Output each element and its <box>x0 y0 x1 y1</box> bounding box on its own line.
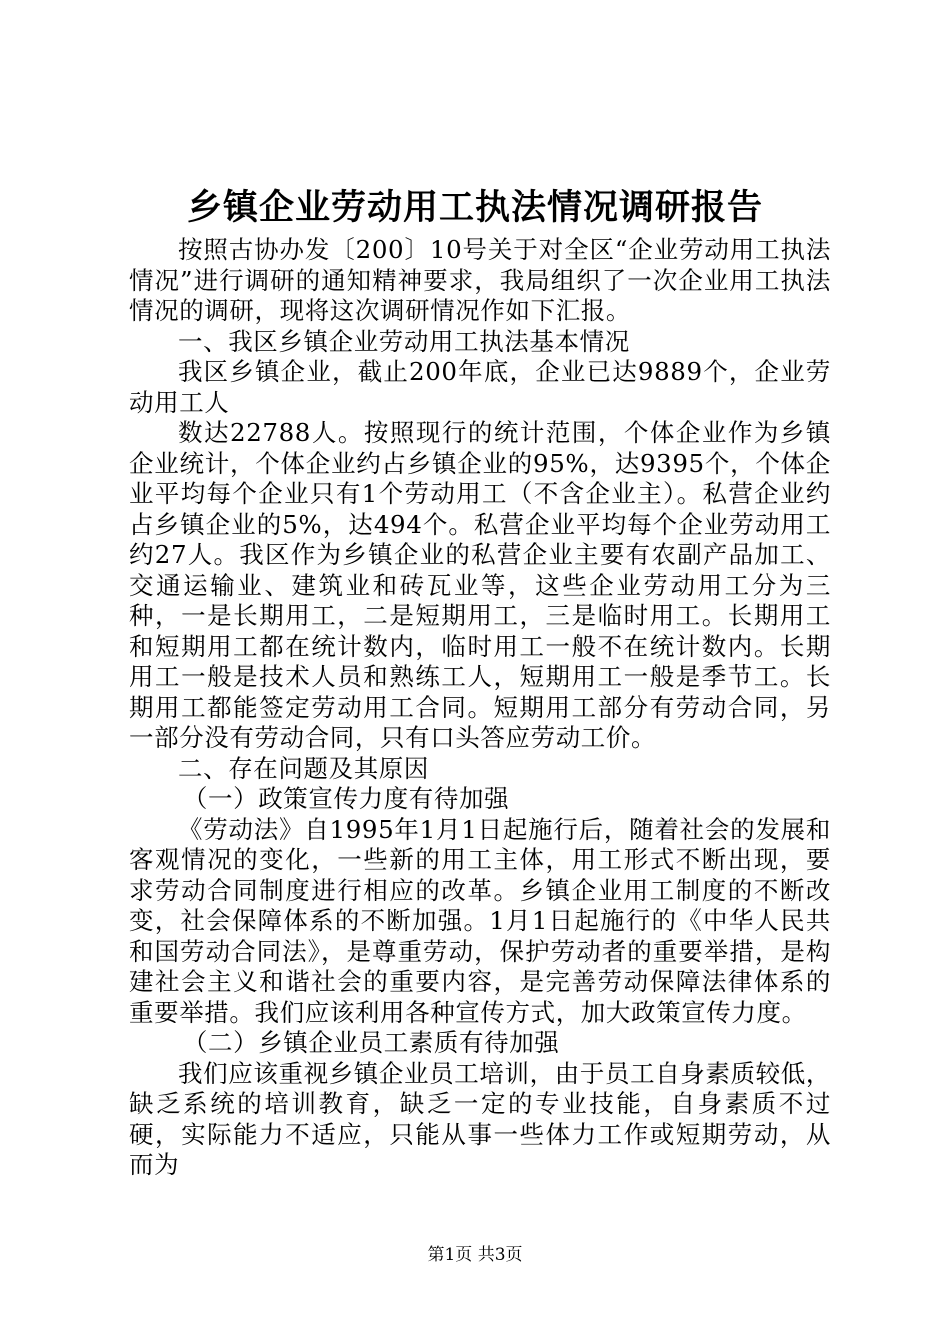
intro-paragraph: 按照古协办发〔200〕10号关于对全区“企业劳动用工执法情况”进行调研的通知精神要求，我局组织了一次企业用工执法情况的调研，现将这次调研情况作如下汇报。 <box>129 235 831 325</box>
body-paragraph: 我们应该重视乡镇企业员工培训，由于员工自身素质较低，缺乏系统的培训教育，缺乏一定的专业技能，自身素质不过硬，实际能力不适应，只能从事一些体力工作或短期劳动，从而为 <box>129 1058 831 1179</box>
document-body <box>129 235 831 1181</box>
body-paragraph: 《劳动法》自1995年1月1日起施行后，随着社会的发展和客观情况的变化，一些新的用工主体，用工形式不断出现，要求劳动合同制度进行相应的改革。乡镇企业用工制度的不断改变，社会保障体系的不断加强。1月1日起施行的《中华人民共和国劳动合同法》，是尊重劳动，保护劳动者的重要举措，是构建社会主义和谐社会的重要内容，是完善劳动保障法律体系的重要举措。我们应该利用各种宣传方式，加大政策宣传力度。 <box>129 814 831 1027</box>
section-heading-1: 一、我区乡镇企业劳动用工执法基本情况 <box>178 326 630 356</box>
subsection-heading-2: （二）乡镇企业员工素质有待加强 <box>182 1028 560 1057</box>
page-number-footer: 第1页 共3页 <box>427 1245 523 1265</box>
subsection-heading-1: （一）政策宣传力度有待加强 <box>182 784 510 813</box>
document-title: 乡镇企业劳动用工执法情况调研报告 <box>186 187 763 228</box>
body-paragraph: 我区乡镇企业，截止200年底，企业已达9889个，企业劳动用工人 <box>129 357 831 417</box>
section-heading-2: 二、存在问题及其原因 <box>178 753 429 783</box>
body-paragraph: 数达22788人。按照现行的统计范围，个体企业作为乡镇企业统计，个体企业约占乡镇企业的95%，达9395个，个体企业平均每个企业只有1个劳动用工（不含企业主）。私营企业约占乡镇企业的5%，达494个。私营企业平均每个企业劳动用工约27人。我区作为乡镇企业的私营企业主要有农副产品加工、交通运输业、建筑业和砖瓦业等，这些企业劳动用工分为三种，一是长期用工，二是短期用工，三是临时用工。长期用工和短期用工都在统计数内，临时用工一般不在统计数内。长期用工一般是技术人员和熟练工人，短期用工一般是季节工。长期用工都能签定劳动用工合同。短期用工部分有劳动合同，另一部分没有劳动合同，只有口头答应劳动工价。 <box>129 418 831 752</box>
